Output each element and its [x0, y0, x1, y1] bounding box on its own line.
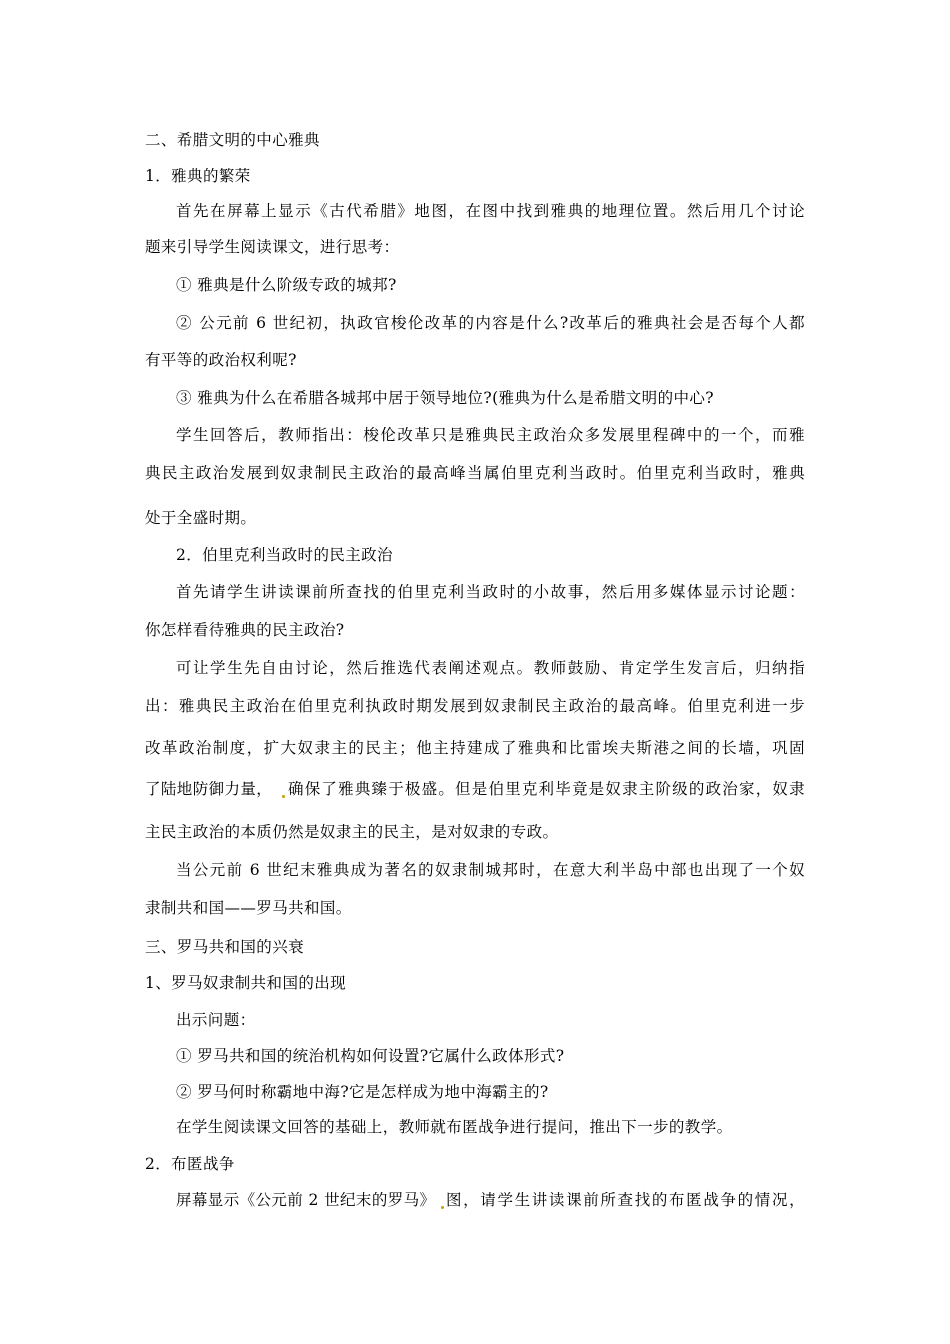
- paragraph-line: 典民主政治发展到奴隶制民主政治的最高峰当属伯里克利当政时。伯里克利当政时，雅典: [145, 464, 805, 482]
- question-item: ① 罗马共和国的统治机构如何设置?它属什么政体形式?: [176, 1047, 565, 1065]
- paragraph-line: 题来引导学生阅读课文，进行思考：: [145, 238, 400, 256]
- paragraph-line: 在学生阅读课文回答的基础上，教师就布匿战争进行提问，推出下一步的教学。: [176, 1118, 733, 1136]
- paragraph-line: 首先在屏幕上显示《古代希腊》地图，在图中找到雅典的地理位置。然后用几个讨论: [176, 202, 805, 220]
- paragraph-line: 改革政治制度，扩大奴隶主的民主；他主持建成了雅典和比雷埃夫斯港之间的长墙，巩固: [145, 739, 805, 757]
- section-heading-greece: 二、希腊文明的中心雅典: [145, 131, 320, 149]
- paragraph-line: 学生回答后，教师指出：梭伦改革只是雅典民主政治众多发展里程碑中的一个，而雅: [176, 426, 805, 444]
- paragraph-line: 可让学生先自由讨论，然后推选代表阐述观点。教师鼓励、肯定学生发言后，归纳指: [176, 659, 805, 677]
- paragraph-line: 主民主政治的本质仍然是奴隶主的民主，是对奴隶的专政。: [145, 823, 559, 841]
- paragraph-line: 出示问题：: [176, 1011, 256, 1029]
- paragraph-line-end: 图，请学生讲读课前所查找的布匿战争的情况，: [446, 1191, 805, 1209]
- subheading-punic-wars: 2．布匿战争: [145, 1155, 235, 1173]
- paragraph-line: 当公元前 6 世纪末雅典成为著名的奴隶制城邦时，在意大利半岛中部也出现了一个奴: [176, 861, 805, 879]
- paragraph-line: 你怎样看待雅典的民主政治?: [145, 621, 345, 639]
- question-item: ② 罗马何时称霸地中海?它是怎样成为地中海霸主的?: [176, 1083, 549, 1101]
- anchor-mark: [441, 1206, 444, 1209]
- question-item: ③ 雅典为什么在希腊各城邦中居于领导地位?(雅典为什么是希腊文明的中心?: [176, 389, 714, 407]
- paragraph-line: 处于全盛时期。: [145, 509, 257, 527]
- paragraph-line: 出：雅典民主政治在伯里克利执政时期发展到奴隶制民主政治的最高峰。伯里克利进一步: [145, 697, 805, 715]
- paragraph-line-start: 屏幕显示《公元前 2 世纪末的罗马》: [176, 1191, 436, 1209]
- paragraph-line-end: 确保了雅典臻于极盛。但是伯里克利毕竟是奴隶主阶级的政治家，奴隶: [288, 780, 805, 798]
- question-item: ① 雅典是什么阶级专政的城邦?: [176, 276, 397, 294]
- paragraph-line: 有平等的政治权利呢?: [145, 351, 297, 369]
- subheading-athens-prosperity: 1．雅典的繁荣: [145, 167, 251, 185]
- anchor-mark: [282, 795, 285, 798]
- subheading-pericles: 2．伯里克利当政时的民主政治: [176, 546, 393, 564]
- paragraph-line: 隶制共和国——罗马共和国。: [145, 899, 352, 917]
- section-heading-rome: 三、罗马共和国的兴衰: [145, 938, 305, 956]
- paragraph-line: 首先请学生讲读课前所查找的伯里克利当政时的小故事，然后用多媒体显示讨论题：: [176, 583, 805, 601]
- question-item: ② 公元前 6 世纪初，执政官梭伦改革的内容是什么?改革后的雅典社会是否每个人都: [176, 314, 805, 332]
- subheading-roman-republic: 1、罗马奴隶制共和国的出现: [145, 974, 347, 992]
- paragraph-line-start: 了陆地防御力量，: [145, 780, 273, 798]
